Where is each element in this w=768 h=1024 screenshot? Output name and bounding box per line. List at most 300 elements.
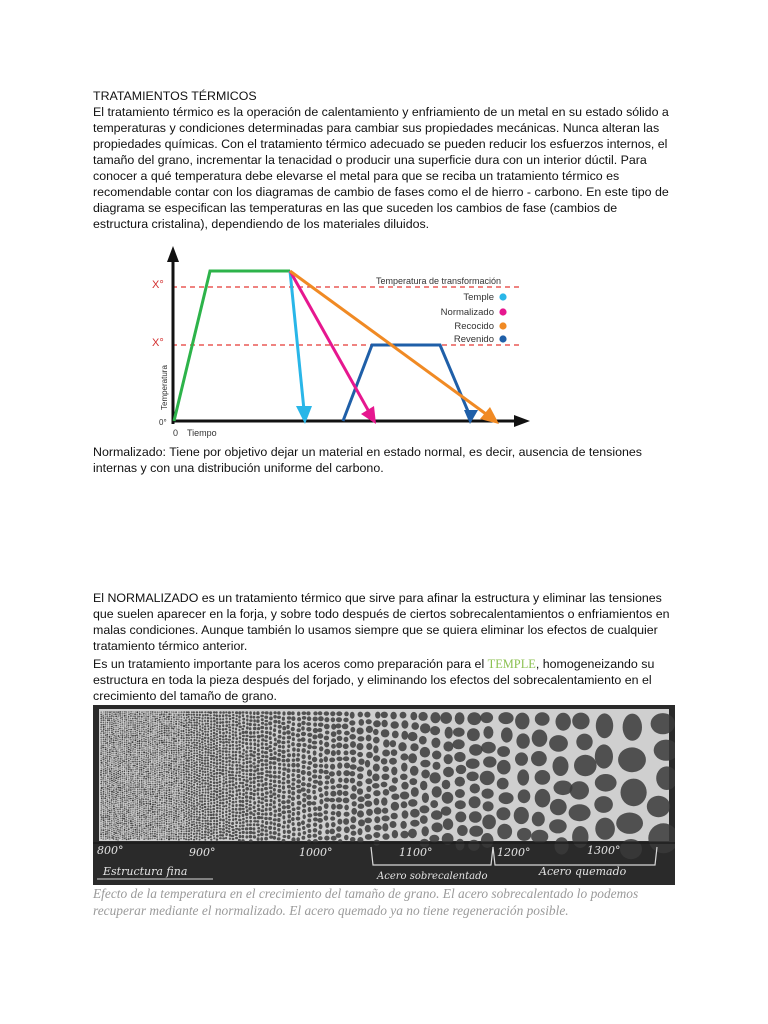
grain (157, 734, 159, 736)
grain (170, 755, 172, 757)
grain (344, 712, 349, 717)
grain (349, 734, 356, 740)
grain (283, 830, 286, 834)
grain (207, 737, 209, 740)
grain (143, 731, 145, 733)
x-axis-arrowhead (514, 415, 530, 427)
grain (199, 714, 201, 716)
grain (101, 720, 103, 721)
grain (163, 806, 165, 808)
grain (201, 736, 203, 738)
grain (221, 773, 224, 776)
grain (282, 805, 286, 809)
grain (173, 835, 175, 837)
grain (207, 749, 210, 751)
grain (105, 713, 107, 715)
grain (229, 718, 231, 720)
grain (150, 792, 152, 794)
grain (176, 805, 178, 807)
grain (148, 809, 150, 811)
grain (135, 778, 137, 780)
grain (109, 754, 111, 756)
grain (257, 792, 260, 795)
grain (235, 757, 237, 760)
grain (122, 719, 123, 721)
grain (128, 781, 130, 783)
grain (120, 720, 121, 721)
grain (188, 822, 190, 824)
grain (188, 809, 190, 811)
grain (124, 806, 126, 808)
grain (202, 820, 204, 823)
grain (143, 733, 145, 735)
grain (137, 784, 138, 786)
grain (419, 736, 427, 745)
grain (199, 784, 201, 786)
grain (137, 815, 139, 817)
grain (173, 821, 175, 823)
grain (152, 774, 154, 776)
grain (198, 732, 200, 734)
grain (138, 797, 140, 798)
grain (256, 711, 259, 715)
grain (282, 711, 285, 715)
grain (102, 838, 104, 840)
grain (111, 755, 112, 757)
grain (105, 794, 107, 796)
grain (210, 744, 212, 746)
grain (296, 733, 300, 737)
grain (138, 778, 140, 780)
grain (199, 839, 201, 841)
grain (102, 751, 104, 753)
grain (196, 750, 198, 752)
grain (401, 720, 408, 728)
grain (175, 782, 177, 784)
grain (228, 806, 230, 808)
grain (239, 732, 242, 735)
grain (313, 780, 318, 784)
grain (105, 831, 107, 833)
grain (130, 832, 132, 834)
grain (219, 721, 221, 724)
grain (173, 804, 175, 806)
grain (239, 822, 241, 824)
grain (147, 836, 149, 838)
grain (101, 796, 103, 798)
grain (107, 800, 109, 802)
grain (307, 744, 312, 749)
grain (143, 825, 144, 827)
grain (118, 796, 120, 797)
grain (168, 732, 170, 734)
grain (335, 724, 341, 729)
grain (155, 764, 157, 766)
grain (302, 743, 306, 747)
grain (253, 742, 256, 746)
grain (115, 748, 117, 750)
grain (213, 743, 215, 746)
grain (358, 796, 365, 802)
grain (400, 831, 408, 839)
grain (122, 775, 124, 777)
grain (219, 769, 221, 771)
grain (123, 786, 125, 788)
grain (117, 827, 119, 829)
grain (210, 793, 212, 795)
grain (130, 783, 132, 784)
grain (288, 814, 291, 818)
grain (143, 836, 145, 838)
grain (185, 828, 187, 830)
grain (147, 831, 149, 833)
grain (232, 777, 235, 780)
grain (253, 797, 256, 800)
grain (100, 829, 102, 831)
grain (161, 785, 163, 787)
grain (126, 730, 128, 732)
grain (148, 761, 150, 763)
grain (198, 748, 200, 750)
grain (219, 818, 222, 821)
grain (161, 753, 163, 755)
grain (137, 823, 139, 825)
grain (187, 711, 189, 713)
grain (432, 786, 442, 797)
grain (102, 777, 104, 778)
grain (100, 758, 102, 759)
grain (122, 711, 124, 712)
grain (282, 736, 285, 740)
grain (253, 820, 256, 822)
grain (134, 788, 135, 790)
grain (175, 730, 177, 732)
grain (118, 715, 120, 717)
grain (196, 796, 198, 798)
grain (194, 830, 196, 832)
grain (185, 765, 187, 767)
grain (137, 720, 139, 722)
grain (117, 829, 119, 831)
grain (143, 724, 145, 726)
grain (210, 761, 212, 764)
grain (109, 830, 111, 832)
grain (126, 715, 127, 716)
grain (292, 759, 295, 762)
grain (107, 778, 109, 780)
grain (204, 714, 206, 717)
grain (170, 731, 172, 733)
grain (535, 789, 551, 808)
grain (257, 743, 260, 747)
grain (117, 755, 119, 757)
grain (173, 721, 175, 723)
grain (109, 723, 111, 724)
grain (124, 744, 126, 746)
grain (109, 729, 111, 731)
grain (173, 833, 175, 835)
grain (216, 736, 218, 738)
grain (141, 716, 143, 718)
grain (141, 756, 143, 758)
grain (141, 780, 143, 782)
grain (124, 739, 126, 741)
grain (178, 804, 180, 806)
grain (105, 753, 107, 755)
grain (188, 724, 190, 726)
grain (204, 717, 206, 719)
grain (120, 772, 121, 774)
grain (143, 806, 145, 808)
grain (173, 790, 175, 792)
grain (109, 785, 111, 787)
grain (216, 835, 219, 838)
grain (171, 750, 173, 752)
grain (117, 717, 118, 718)
y-tick-lower: X° (152, 337, 164, 349)
grain (302, 748, 306, 753)
grain (155, 713, 157, 715)
grain (349, 720, 355, 725)
grain (126, 734, 128, 736)
grain (154, 718, 156, 720)
grain (117, 800, 119, 802)
grain (186, 781, 188, 783)
grain (173, 776, 175, 778)
grain (111, 713, 113, 714)
grain (201, 749, 203, 751)
grain (201, 800, 203, 803)
grain (130, 802, 132, 804)
grain (105, 810, 107, 812)
grain (201, 777, 203, 779)
grain (191, 827, 193, 829)
grain (111, 825, 112, 826)
grain (213, 737, 216, 739)
grain (497, 760, 511, 775)
grain (178, 792, 180, 794)
grain (193, 787, 195, 790)
grain (103, 797, 105, 799)
grain (198, 754, 201, 756)
grain (190, 729, 192, 731)
grain (292, 778, 296, 782)
grain (210, 772, 213, 774)
grain (134, 782, 135, 784)
grain (178, 761, 180, 763)
grain (117, 773, 119, 774)
grain (178, 838, 180, 840)
grain (307, 813, 312, 817)
legend (441, 292, 507, 345)
grain (141, 752, 143, 754)
grain (115, 722, 117, 724)
grain (125, 819, 127, 821)
grain (183, 728, 185, 730)
grain (161, 838, 163, 840)
grain (150, 722, 152, 724)
grain (143, 821, 145, 823)
grain (100, 802, 102, 803)
grain (111, 726, 113, 727)
grain (122, 786, 124, 787)
grain (139, 727, 141, 729)
grain (242, 738, 245, 741)
grain (308, 829, 312, 833)
grain (191, 824, 193, 827)
grain (115, 797, 117, 798)
grain (114, 810, 115, 811)
grain (119, 818, 121, 820)
grain (238, 789, 241, 792)
grain (190, 832, 192, 834)
grain (130, 727, 132, 729)
grain (235, 741, 237, 744)
grain (350, 793, 357, 799)
grain (178, 773, 180, 775)
grain (350, 837, 356, 842)
grain (126, 763, 128, 764)
grain (198, 759, 200, 761)
grain (154, 831, 156, 833)
grain (159, 838, 161, 840)
grain (100, 783, 102, 784)
grain (107, 728, 109, 730)
grain (139, 738, 140, 740)
grain (170, 787, 172, 789)
heat-treatment-diagram (150, 244, 530, 444)
grain (222, 739, 225, 741)
grain (101, 808, 103, 810)
grain (241, 776, 244, 778)
grain (170, 725, 172, 727)
grain (150, 761, 151, 763)
grain (246, 715, 249, 718)
grain (296, 779, 301, 783)
grain (343, 770, 350, 776)
grain (107, 738, 109, 740)
grain (199, 761, 201, 763)
grain (173, 750, 175, 752)
grain (175, 831, 177, 833)
grain (168, 779, 170, 781)
grain (123, 751, 125, 753)
grain (196, 822, 198, 824)
grain (245, 806, 248, 809)
grain (239, 832, 241, 835)
grain (232, 744, 234, 747)
grain (264, 763, 268, 766)
grain (168, 818, 170, 820)
grain (161, 812, 163, 814)
grain (113, 765, 115, 767)
grain (229, 800, 231, 802)
grain (238, 815, 240, 818)
grain (185, 808, 187, 810)
grain (113, 731, 114, 733)
grain (191, 711, 193, 713)
grain (210, 796, 212, 798)
grain (420, 723, 430, 733)
grain (183, 745, 185, 747)
grain (166, 716, 168, 718)
grain (235, 808, 238, 811)
grain (166, 737, 168, 739)
grain (374, 816, 380, 823)
grain (143, 823, 144, 825)
grain (100, 714, 102, 716)
grain (117, 723, 119, 725)
grain (161, 737, 163, 739)
grain (207, 817, 209, 819)
grain (166, 809, 168, 811)
grain (175, 721, 177, 723)
grain (242, 725, 245, 727)
grain (222, 828, 225, 831)
grain (157, 813, 159, 815)
grain (242, 721, 245, 724)
grain (128, 747, 129, 748)
grain (229, 729, 232, 731)
temple-link[interactable]: TEMPLE (487, 657, 536, 671)
temp-label-900: 900° (189, 846, 216, 859)
grain (308, 755, 312, 760)
grain (159, 823, 161, 825)
grain (154, 711, 156, 713)
grain (234, 751, 237, 753)
grain (199, 797, 201, 799)
grain (260, 768, 263, 771)
grain (130, 767, 132, 769)
grain (145, 775, 147, 777)
grain (128, 766, 130, 768)
grain (137, 811, 139, 812)
grain (207, 777, 210, 779)
grain (124, 737, 126, 739)
grain (136, 768, 138, 770)
grain (130, 745, 132, 747)
grain (273, 715, 277, 719)
grain (105, 800, 106, 802)
grain (145, 807, 147, 809)
grain (277, 828, 280, 832)
grain (139, 731, 141, 733)
grain (132, 773, 134, 775)
grain (201, 759, 204, 761)
grain (176, 752, 178, 754)
grain (130, 809, 132, 811)
grain (134, 742, 136, 744)
grain (173, 773, 175, 775)
grain (215, 745, 218, 747)
grain (113, 735, 115, 736)
grain (235, 782, 237, 785)
grain (109, 804, 111, 805)
grain (296, 763, 300, 768)
grain (103, 783, 104, 784)
grain (141, 737, 143, 738)
grain (238, 729, 240, 732)
grain (135, 787, 137, 788)
grain (402, 810, 409, 819)
grain (313, 812, 317, 816)
grain (124, 754, 126, 755)
grain (253, 751, 256, 754)
grain (257, 797, 260, 800)
grain (440, 712, 452, 724)
grain (173, 828, 175, 830)
grain (128, 720, 130, 722)
